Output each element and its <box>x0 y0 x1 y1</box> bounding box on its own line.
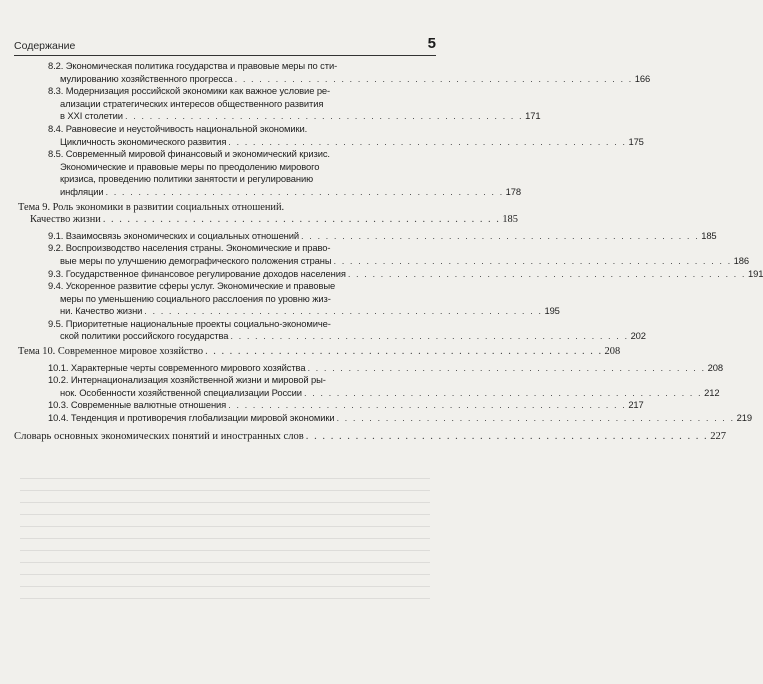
toc-entry-text: 9.5. Приоритетные национальные проекты социально-экономиче- <box>48 317 331 329</box>
toc-entry-last-line <box>14 305 560 318</box>
table-of-contents <box>14 60 763 443</box>
toc-entry-last-line <box>14 412 752 425</box>
dot-leader: . . . . . . . . . . . . . . . . . . . . . . . . . . . . . . . . . . . . . . . . . . . . . . . . . <box>234 72 633 84</box>
dot-leader: . . . . . . . . . . . . . . . . . . . . . . . . . . . . . . . . . . . . . . . . . . . . . . . . . <box>205 346 603 358</box>
toc-entry <box>14 317 646 343</box>
toc-entry <box>14 346 621 359</box>
toc-entry <box>14 201 518 227</box>
running-header <box>14 34 436 52</box>
toc-entry-last-line <box>14 254 750 268</box>
toc-entry <box>14 399 644 412</box>
toc-page-number: 208 <box>707 361 723 373</box>
toc-entry-text: 10.4. Тенденция и противоречия глобализации мировой экономики <box>48 412 335 424</box>
header-rule <box>14 55 436 56</box>
toc-entry <box>14 374 720 399</box>
toc-entry <box>14 267 763 281</box>
toc-entry-last-line <box>14 185 522 199</box>
toc-page-number: 219 <box>736 412 752 424</box>
toc-entry-last-line <box>14 386 720 400</box>
bleed-through-text <box>20 478 430 618</box>
toc-page-number: 195 <box>544 305 560 317</box>
toc-entry-text: в XXI столетии <box>60 110 123 122</box>
dot-leader: . . . . . . . . . . . . . . . . . . . . . . . . . . . . . . . . . . . . . . . . . . . . . . . . . <box>228 399 627 411</box>
dot-leader: . . . . . . . . . . . . . . . . . . . . . . . . . . . . . . . . . . . . . . . . . . . . . . . . . <box>144 305 543 317</box>
toc-entry-last-line <box>14 361 723 375</box>
toc-entry-text: нок. Особенности хозяйственной специализации России <box>60 386 302 398</box>
section-title: Содержание <box>14 40 76 52</box>
toc-entry-last-line <box>14 229 717 243</box>
toc-entry <box>14 280 560 318</box>
toc-page-number: 175 <box>628 135 644 147</box>
toc-entry-text: Тема 10. Современное мировое хозяйство <box>18 346 204 358</box>
dot-leader: . . . . . . . . . . . . . . . . . . . . . . . . . . . . . . . . . . . . . . . . . . . . . . . . . <box>301 229 700 241</box>
toc-entry <box>14 60 651 85</box>
dot-leader: . . . . . . . . . . . . . . . . . . . . . . . . . . . . . . . . . . . . . . . . . . . . . . . . . <box>230 330 629 342</box>
toc-entry-text: Словарь основных экономических понятий и иностранных слов <box>14 430 304 442</box>
toc-entry-last-line <box>14 267 763 281</box>
toc-entry-text: 9.1. Взаимосвязь экономических и социальных отношений <box>48 229 300 241</box>
toc-page-number: 208 <box>604 346 621 358</box>
toc-entry-text: мулированию хозяйственного прогресса <box>60 72 233 84</box>
toc-entry-text: вые меры по улучшению демографического положения страны <box>60 254 332 266</box>
toc-entry-last-line <box>14 346 621 359</box>
toc-entry-text: Тема 9. Роль экономики в развитии социальных отношений. <box>18 201 285 213</box>
toc-page-number: 202 <box>630 330 646 342</box>
dot-leader: . . . . . . . . . . . . . . . . . . . . . . . . . . . . . . . . . . . . . . . . . . . . . . . . . <box>333 254 732 266</box>
toc-entry-text: меры по уменьшению социального расслоения по уровню жиз- <box>60 292 331 304</box>
toc-page-number: 186 <box>733 254 750 266</box>
toc-entry-text: 10.3. Современные валютные отношения <box>48 399 227 411</box>
toc-entry <box>14 85 541 123</box>
dot-leader: . . . . . . . . . . . . . . . . . . . . . . . . . . . . . . . . . . . . . . . . . . . . . . . . . <box>228 135 627 147</box>
dot-leader: . . . . . . . . . . . . . . . . . . . . . . . . . . . . . . . . . . . . . . . . . . . . . . . . . <box>305 430 709 442</box>
dot-leader: . . . . . . . . . . . . . . . . . . . . . . . . . . . . . . . . . . . . . . . . . . . . . . . . . <box>102 214 501 226</box>
dot-leader: . . . . . . . . . . . . . . . . . . . . . . . . . . . . . . . . . . . . . . . . . . . . . . . . . <box>336 412 735 424</box>
dot-leader: . . . . . . . . . . . . . . . . . . . . . . . . . . . . . . . . . . . . . . . . . . . . . . . . . <box>124 110 524 122</box>
toc-page-number: 227 <box>710 430 727 442</box>
toc-entry-last-line <box>14 399 644 412</box>
toc-entry-text: 8.4. Равновесие и неустойчивость национальной экономики. <box>48 122 308 134</box>
toc-entry-text: 9.3. Государственное финансовое регулирование доходов населения <box>48 267 346 279</box>
toc-page-number: 178 <box>505 185 522 197</box>
toc-entry <box>14 242 750 267</box>
toc-entry-text: 8.3. Модернизация российской экономики как важное условие ре- <box>48 85 331 97</box>
toc-entry-text: кризиса, проведению политики занятости и регулированию <box>60 173 314 185</box>
toc-page-number: 191 <box>748 267 763 279</box>
toc-entry-text: 9.4. Ускоренное развитие сферы услуг. Экономические и правовые <box>48 280 336 292</box>
toc-page-number: 185 <box>701 229 717 241</box>
toc-page-number: 212 <box>704 386 720 398</box>
toc-entry-last-line <box>14 214 518 227</box>
toc-entry <box>14 229 717 243</box>
toc-entry-text: 8.5. Современный мировой финансовый и экономический кризис. <box>48 148 330 160</box>
toc-entry-text: ской политики российского государства <box>60 330 229 342</box>
dot-leader: . . . . . . . . . . . . . . . . . . . . . . . . . . . . . . . . . . . . . . . . . . . . . . . . . <box>307 361 706 373</box>
toc-entry-text: 10.1. Характерные черты современного мирового хозяйства <box>48 361 306 373</box>
toc-page-number: 171 <box>525 110 541 122</box>
dot-leader: . . . . . . . . . . . . . . . . . . . . . . . . . . . . . . . . . . . . . . . . . . . . . . . . . <box>303 386 703 398</box>
toc-entry-text: 8.2. Экономическая политика государства и правовые меры по сти- <box>48 60 338 71</box>
toc-entry <box>14 430 727 444</box>
dot-leader: . . . . . . . . . . . . . . . . . . . . . . . . . . . . . . . . . . . . . . . . . . . . . . . . . <box>105 185 504 197</box>
toc-entry-text: Цикличность экономического развития <box>60 135 227 147</box>
toc-entry-text: ализации стратегических интересов общественного развития <box>60 97 324 109</box>
toc-entry-text: ни. Качество жизни <box>60 305 143 317</box>
toc-entry-text: 10.2. Интернационализация хозяйственной жизни и мировой ры- <box>48 374 326 386</box>
page-number: 5 <box>427 35 436 52</box>
toc-entry <box>14 361 723 375</box>
toc-entry-last-line <box>14 135 644 149</box>
toc-entry-text: Экономические и правовые меры по преодолению мирового <box>60 160 320 172</box>
toc-entry-last-line <box>14 430 727 444</box>
toc-page-number: 217 <box>628 399 644 411</box>
dot-leader: . . . . . . . . . . . . . . . . . . . . . . . . . . . . . . . . . . . . . . . . . . . . . . . . . <box>347 267 746 279</box>
toc-page-number: 185 <box>502 214 518 226</box>
toc-entry-text: Качество жизни <box>30 214 101 226</box>
toc-page-number: 166 <box>634 72 651 84</box>
toc-entry-last-line <box>14 72 651 86</box>
toc-entry <box>14 412 752 425</box>
toc-entry <box>14 148 522 198</box>
toc-entry-last-line <box>14 110 541 123</box>
toc-entry-text: инфляции <box>60 185 104 197</box>
toc-entry <box>14 122 644 148</box>
toc-entry-text: 9.2. Воспроизводство населения страны. Экономические и право- <box>48 242 331 254</box>
toc-entry-last-line <box>14 330 646 343</box>
